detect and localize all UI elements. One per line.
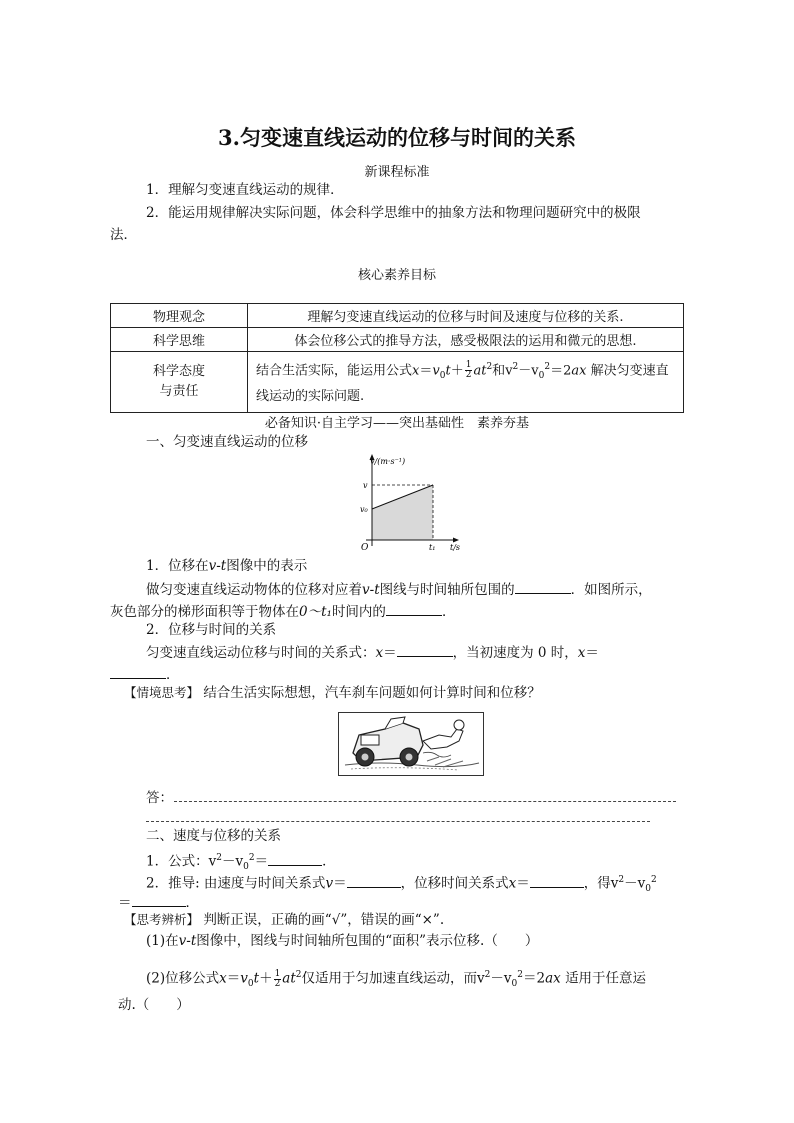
row3-and: 和 [492, 362, 506, 378]
text-italic: v-t [362, 582, 380, 598]
section-banner: 必备知识·自主学习——突出基础性 素养夯基 [264, 416, 530, 431]
text: ＝ [585, 645, 599, 661]
x-axis-label: t/s [450, 543, 461, 552]
text: 判断正误，正确的画“√”，错误的画“×”. [203, 912, 445, 928]
answer-label: 答： [146, 790, 173, 806]
text: ． [322, 853, 336, 870]
s1-p1-line-1 [146, 579, 652, 600]
section-2-heading: 二、速度与位移的关系 [146, 828, 281, 844]
row3-prefix: 结合生活实际，能运用公式 [256, 362, 413, 378]
text-italic: x [577, 645, 586, 661]
text-italic: v-t [178, 933, 197, 949]
standard-item-2-line-2: 法． [110, 227, 137, 243]
trapezoid-area [372, 485, 433, 540]
fraction-half: $\frac{1}{2}$ [465, 359, 472, 380]
table-row [111, 352, 684, 413]
judge-q2-line-2: 动.（ ） [118, 997, 190, 1013]
standard-heading: 新课程标准 [364, 165, 430, 180]
judge-q1 [146, 931, 538, 951]
text: ． [185, 895, 199, 911]
s1-p1-title [146, 556, 307, 576]
text: ，得 [583, 875, 611, 892]
text: 图像中的表示 [226, 558, 308, 574]
s1-p2-title: 2．位移与时间的关系 [146, 622, 277, 638]
table-row [111, 304, 684, 328]
text: 1．位移在 [146, 558, 209, 574]
row3-content-line-2: 线运动的实际问题. [256, 389, 365, 405]
text-italic: 0～t₁ [299, 604, 332, 620]
car-braking-icon [339, 713, 483, 775]
fill-blank[interactable] [347, 873, 401, 888]
text: ． [441, 604, 456, 620]
table-row [111, 328, 684, 352]
text: ． [166, 667, 180, 683]
text: ＝ [383, 645, 397, 661]
text: 结合生活实际想想，汽车刹车问题如何计算时间和位移？ [203, 685, 541, 701]
scenario-question [124, 683, 541, 703]
standard-item-1: 1．理解匀变速直线运动的规律． [146, 182, 344, 198]
text: 图线与时间轴所包围的 [379, 582, 515, 598]
core-goals-table [110, 303, 684, 413]
table-cell-content: 理解匀变速直线运动的位移与时间及速度与位移的关系. [248, 304, 684, 328]
fill-blank[interactable] [268, 851, 322, 866]
text: (1)在 [146, 933, 179, 949]
v0-label: v₀ [360, 505, 368, 514]
answer-line-1[interactable] [174, 801, 676, 802]
text: (2)位移公式 [146, 970, 220, 987]
fill-blank[interactable] [397, 642, 453, 657]
fill-blank[interactable] [132, 892, 186, 907]
text: 图像中，图线与时间轴所包围的“面积”表示位移.（ ） [196, 933, 539, 949]
standard-item-2-line-1: 2．能运用规律解决实际问题，体会科学思维中的抽象方法和物理问题研究中的极限 [146, 205, 641, 221]
s2-p1: 1．公式：$v^2-v_0^2=$ ． [146, 848, 336, 877]
text: 匀变速直线运动位移与时间的关系式： [146, 645, 376, 661]
table-cell-label [111, 352, 248, 413]
v-label: v [363, 481, 368, 490]
fill-blank[interactable] [110, 664, 166, 679]
text: 仅适用于匀加速直线运动，而 [301, 970, 478, 987]
row3-content-line-1: 结合生活实际，能运用公式$x=v_0t+$ $\frac{1}{2}$ $at^2$和$v^2-v_0^2=2ax$ 解决匀变速直 [256, 359, 669, 381]
text: 时间内的 [331, 604, 386, 620]
text: ＝ [118, 895, 132, 911]
answer-line-2[interactable] [146, 821, 650, 822]
text-italic: x [375, 645, 384, 661]
judge-q2-line-1: (2)位移公式$x=v_0t+$ $\frac{1}{2}$ $at^2$仅适用于匀加速直线运动，而$v^2-v_0^2=2ax$ 适用于任意运 [146, 968, 647, 990]
text: 2．推导: 由速度与时间关系式 [146, 875, 326, 892]
y-axis-label: v/(m·s⁻¹) [370, 457, 406, 466]
vt-graph [350, 452, 480, 552]
fill-blank[interactable] [386, 601, 442, 616]
text: 做匀变速直线运动物体的位移对应着 [146, 582, 362, 598]
goals-heading: 核心素养目标 [357, 268, 436, 283]
text-italic: v-t [208, 558, 227, 574]
t1-label: t₁ [429, 543, 436, 552]
text: ，当初速度为 0 时， [452, 645, 578, 661]
text: ，位移时间关系式 [400, 875, 509, 892]
judge-tag: 【思考辨析】 [124, 912, 200, 927]
scenario-tag: 【情境思考】 [124, 685, 200, 700]
s1-p2-line-1 [146, 642, 599, 663]
origin-label: O [361, 543, 369, 552]
table-cell-content [248, 352, 684, 413]
table-cell-content: 体会位移公式的推导方法，感受极限法的运用和微元的思想. [248, 328, 684, 352]
fill-blank[interactable] [515, 579, 571, 594]
text: 灰色部分的梯形面积等于物体在 [110, 604, 299, 620]
text: 1．公式： [146, 853, 209, 870]
s1-p1-line-2 [110, 601, 455, 622]
row3-suffix: 解决匀变速直 [590, 362, 669, 378]
x-axis-arrow-icon [453, 538, 459, 543]
text: 适用于任意运 [565, 970, 647, 987]
car-braking-image [338, 712, 484, 776]
section-1-heading: 一、匀变速直线运动的位移 [146, 434, 308, 450]
text: ．如图所示， [570, 582, 652, 598]
s2-p2-line-1: 2．推导: 由速度与时间关系式v＝ ，位移时间关系式x＝ ，得$v^2-v_0^2$ [146, 870, 657, 899]
page-title: 3.匀变速直线运动的位移与时间的关系 [218, 125, 576, 150]
row3-label-line-2: 与责任 [159, 384, 199, 399]
s1-p2-line-2 [110, 664, 180, 685]
table-cell-label: 科学思维 [111, 328, 248, 352]
row3-label-line-1: 科学态度 [152, 364, 205, 379]
judge-intro [124, 910, 444, 930]
fraction-half: $\frac{1}{2}$ [274, 968, 281, 989]
fill-blank[interactable] [530, 873, 584, 888]
table-cell-label: 物理观念 [111, 304, 248, 328]
formula-displacement: x [412, 362, 420, 378]
